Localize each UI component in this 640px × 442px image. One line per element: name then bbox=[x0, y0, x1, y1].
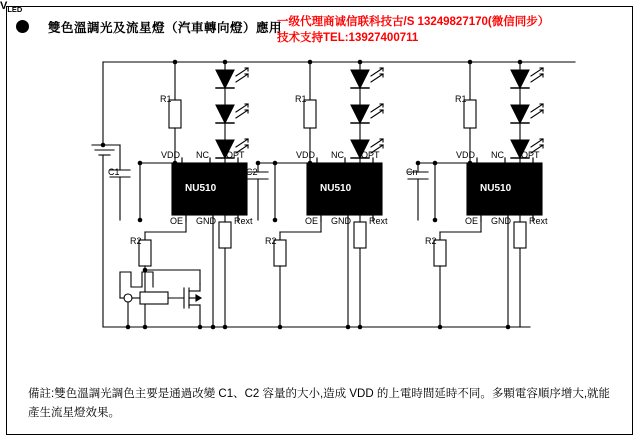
stage2-r1-label: R1 bbox=[295, 94, 307, 104]
stage1-pin-oe: OE bbox=[170, 216, 184, 226]
advert-line-1: 一级代理商诚信联科技古/S 13249827170(微信同步） bbox=[277, 16, 550, 28]
stage3-chip-label: NU510 bbox=[480, 183, 512, 194]
stage2-r2-label: R2 bbox=[265, 236, 277, 246]
stage3-rext-label: Rext bbox=[529, 216, 548, 226]
stage3-pin-opt: OPT bbox=[521, 150, 540, 160]
stage3-r2-label: R2 bbox=[425, 236, 437, 246]
stage2-pin-nc: NC bbox=[331, 150, 344, 160]
stage2-pin-vdd: VDD bbox=[296, 150, 316, 160]
stage3-pin-gnd: GND bbox=[491, 216, 511, 226]
stage1-pin-nc: NC bbox=[196, 150, 209, 160]
stage3-pin-vdd: VDD bbox=[456, 150, 476, 160]
stage1-pin-opt: OPT bbox=[226, 150, 245, 160]
stage3-cap-label: Cn bbox=[406, 167, 418, 177]
stage3-r1-label: R1 bbox=[455, 94, 467, 104]
stage3-pin-nc: NC bbox=[491, 150, 504, 160]
stage1-pin-vdd: VDD bbox=[161, 150, 181, 160]
vled-label: $V_{LED}$ bbox=[0, 0, 23, 15]
stage1-r1-label: R1 bbox=[160, 94, 172, 104]
advert-line-2: 技术支持TEL:13927400711 bbox=[277, 32, 419, 44]
page-title: 雙色溫調光及流星燈（汽車轉向燈）應用 bbox=[48, 21, 283, 35]
stage2-cap-label: C2 bbox=[246, 167, 258, 177]
footer-note: 備註:雙色溫調光調色主要是通過改變 C1、C2 容量的大小,造成 VDD 的上電時間延時不同。多顆電容順序增大,就能產生流星燈效果。 bbox=[28, 388, 611, 419]
stage1-chip-label: NU510 bbox=[185, 183, 217, 194]
stage1-pin-gnd: GND bbox=[196, 216, 216, 226]
stage2-rext-label: Rext bbox=[369, 216, 388, 226]
stage2-pin-opt: OPT bbox=[361, 150, 380, 160]
stage2-chip-label: NU510 bbox=[320, 183, 352, 194]
stage2-pin-gnd: GND bbox=[331, 216, 351, 226]
stage1-r2-label: R2 bbox=[130, 236, 142, 246]
stage3-pin-oe: OE bbox=[465, 216, 479, 226]
stage1-rext-label: Rext bbox=[234, 216, 253, 226]
stage2-pin-oe: OE bbox=[305, 216, 319, 226]
stage1-cap-label: C1 bbox=[108, 167, 120, 177]
